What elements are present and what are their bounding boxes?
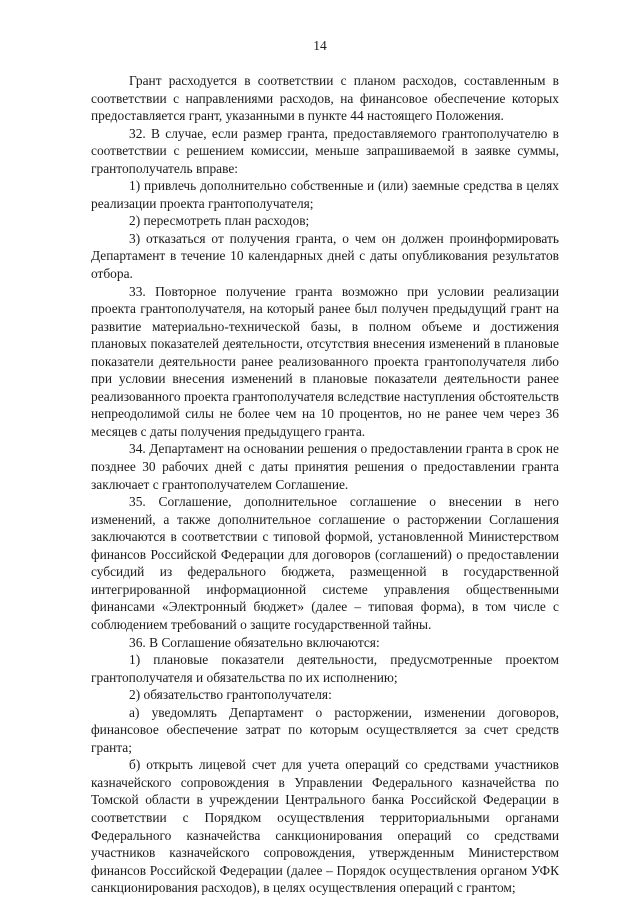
paragraph-item-36-2-b: б) открыть лицевой счет для учета операций со средствами участников казначейского сопровождения в Управлении Федерального казначейства по Томской области в учреждении Центрального банка Российской Федерации в соответствии с Порядком осуществления территориальными органами Федерального казначейства санкционирования операций со средствами участников казначейского сопровождения, утвержденным Министерством финансов Российской Федерации (далее – Порядок осуществления органом УФК санкционирования расходов), в целях осуществления операций с грантом; [91, 757, 559, 896]
paragraph-item-36-1: 1) плановые показатели деятельности, предусмотренные проектом грантополучателя и обязательства по их исполнению; [91, 652, 559, 685]
paragraph-item-36-2: 2) обязательство грантополучателя: [129, 687, 332, 703]
paragraph-item-33: 33. Повторное получение гранта возможно при условии реализации проекта грантополучателя, на который ранее был получен предыдущий грант на развитие материально-технической базы, в полном объеме и достижения плановых показателей деятельности, отсутствия внесения изменений в плановые показатели деятельности ранее реализованного проекта грантополучателя либо при условии внесения изменений в плановые показатели деятельности ранее реализованного проекта грантополучателя вследствие наступления обстоятельств непреодолимой силы не более чем на 10 процентов, но не ранее чем через 36 месяцев с даты получения предыдущего гранта. [91, 283, 559, 439]
paragraph-item-32: 32. В случае, если размер гранта, предоставляемого грантополучателю в соответствии с решением комиссии, меньше запрашиваемой в заявке суммы, грантополучатель вправе: [91, 125, 559, 176]
paragraph-item-32-2: 2) пересмотреть план расходов; [129, 213, 310, 229]
page-number: 14 [313, 38, 327, 53]
paragraph-grant-spending: Грант расходуется в соответствии с планом расходов, составленным в соответствии с направлениями расходов, на финансовое обеспечение которых предоставляется грант, указанными в пункте 44 настоящего Положения. [91, 73, 559, 124]
paragraph-item-36: 36. В Соглашение обязательно включаются: [129, 634, 380, 650]
paragraph-item-34: 34. Департамент на основании решения о предоставлении гранта в срок не позднее 30 рабочих дней с даты принятия решения о предоставлении гранта заключает с грантополучателем Соглашение. [91, 441, 559, 492]
paragraph-item-35: 35. Соглашение, дополнительное соглашение о внесении в него изменений, а также дополнительное соглашение о расторжении Соглашения заключаются в соответствии с типовой формой, установленной Министерством финансов Российской Федерации для договоров (соглашений) о предоставлении субсидий из федерального бюджета, размещенной в государственной интегрированной информационной системе управления общественными финансами «Электронный бюджет» (далее – типовая форма), в том числе с соблюдением требований о защите государственной тайны. [91, 494, 559, 632]
paragraph-item-32-3: 3) отказаться от получения гранта, о чем он должен проинформировать Департамент в течение 10 календарных дней с даты опубликования результатов отбора. [91, 230, 559, 282]
paragraph-item-32-1: 1) привлечь дополнительно собственные и (или) заемные средства в целях реализации проекта грантополучателя; [91, 178, 559, 211]
document-body [91, 72, 559, 897]
paragraph-item-36-2-a: а) уведомлять Департамент о расторжении, изменении договоров, финансовое обеспечение затрат по которым осуществляется за счет средств гранта; [91, 704, 559, 755]
